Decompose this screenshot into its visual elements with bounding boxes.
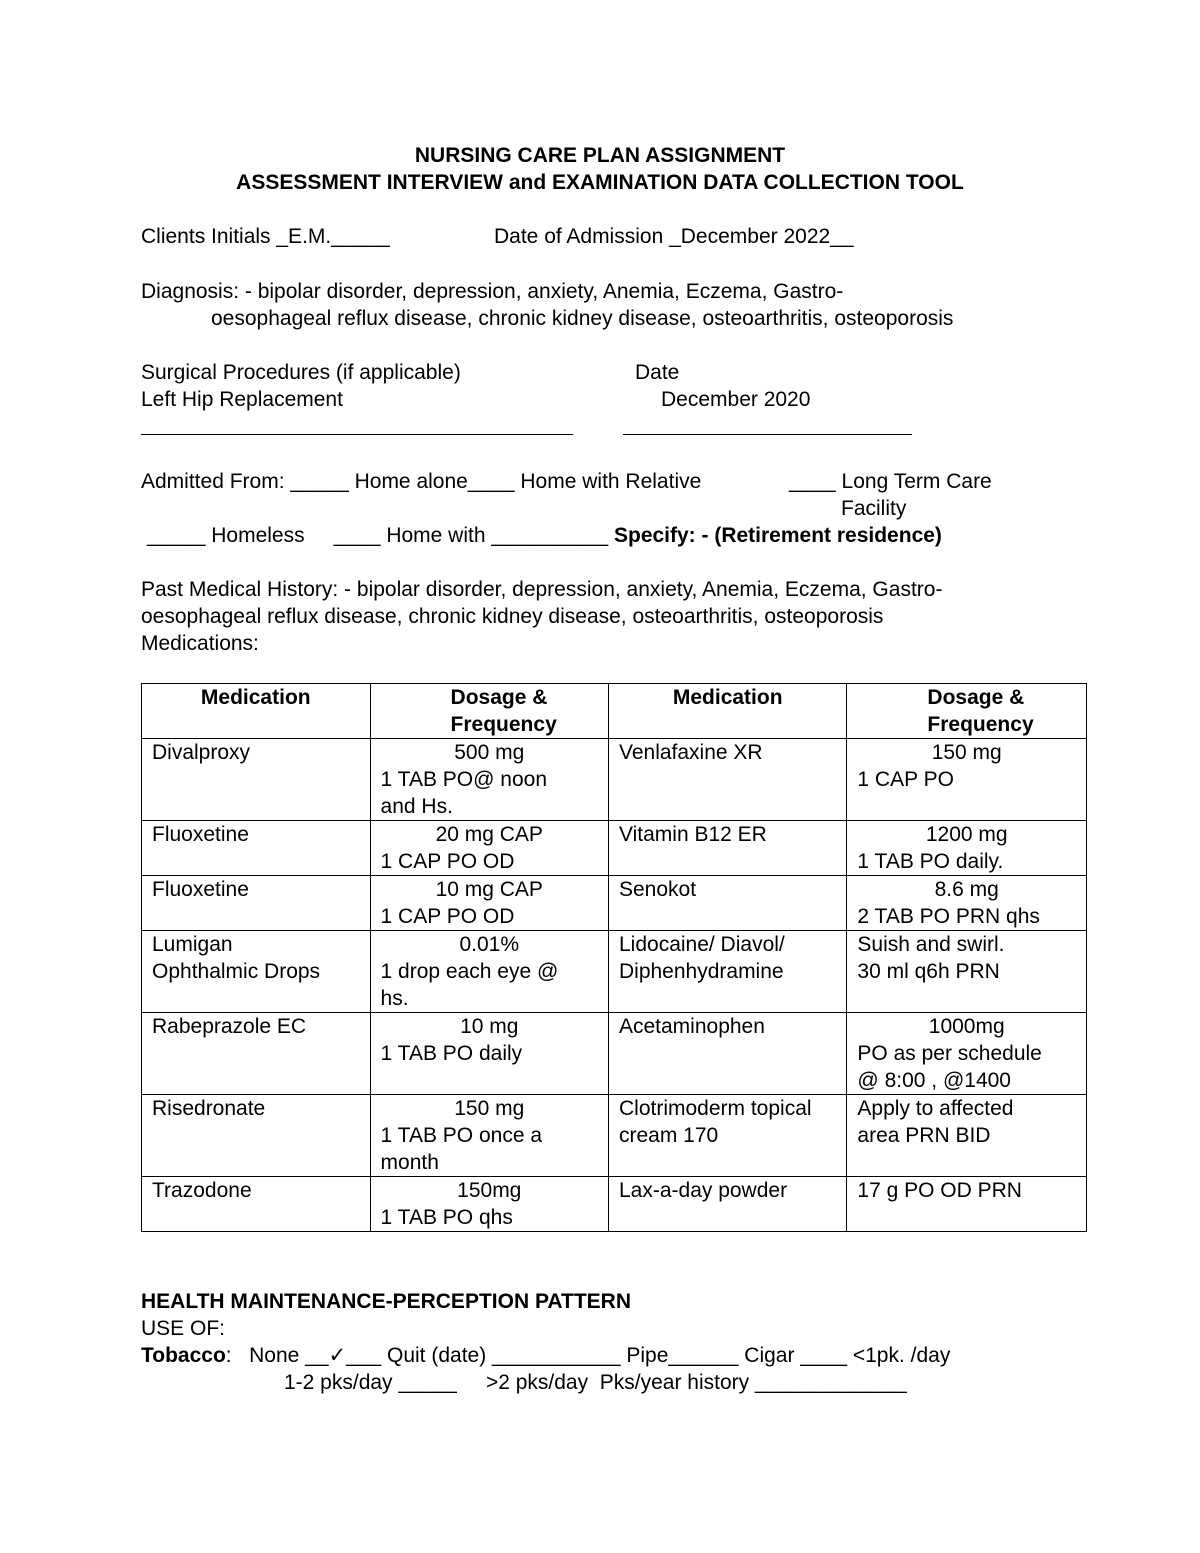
medication-name: Lumigan <box>152 933 233 956</box>
header-label: Frequency <box>450 713 557 736</box>
history-line-1: Past Medical History: - bipolar disorder, depression, anxiety, Anemia, Eczema, Gastro- <box>141 578 943 601</box>
dosage-cell <box>847 739 1087 821</box>
medication-cell: Divalproxy <box>142 739 371 821</box>
dose: 17 g PO OD PRN <box>857 1179 1022 1202</box>
dosage-cell <box>847 1177 1087 1232</box>
frequency: 1 CAP PO OD <box>380 905 515 928</box>
medication-name: Diphenhydramine <box>618 960 784 983</box>
dose: Suish and swirl. <box>857 933 1005 956</box>
header-label: Medication <box>200 686 311 709</box>
medication-cell: Fluoxetine <box>142 876 371 931</box>
medication-cell: Lax-a-day powder <box>608 1177 846 1232</box>
dose: 150mg <box>457 1179 522 1202</box>
history-line-2: oesophageal reflux disease, chronic kidney disease, osteoarthritis, osteoporosis <box>141 605 884 628</box>
frequency: and Hs. <box>380 795 453 818</box>
dosage-cell <box>370 739 608 821</box>
dose: Apply to affected <box>857 1097 1014 1120</box>
dosage-cell <box>370 931 608 1013</box>
medications-table <box>141 683 1087 1232</box>
dose: 150 mg <box>931 741 1002 764</box>
date-of-admission: Date of Admission _December 2022__ <box>494 225 854 248</box>
header-label: Frequency <box>927 713 1034 736</box>
frequency: 1 TAB PO daily <box>380 1042 523 1065</box>
tobacco-line-2: 1-2 pks/day _____ >2 pks/day Pks/year history _____________ <box>284 1371 907 1394</box>
admitted-specify: Specify: - (Retirement residence) <box>613 524 942 547</box>
table-row <box>142 1013 1087 1095</box>
table-row <box>142 821 1087 876</box>
header-medication-2 <box>608 684 846 739</box>
header-label: Dosage & <box>927 686 1025 709</box>
tobacco-label: Tobacco <box>141 1344 226 1367</box>
dose: 10 mg <box>460 1015 519 1038</box>
medication-name: Clotrimoderm topical <box>618 1097 812 1120</box>
table-row <box>142 931 1087 1013</box>
admitted-from-line-2 <box>147 522 942 549</box>
dose: 8.6 mg <box>934 878 999 901</box>
medication-cell: Rabeprazole EC <box>142 1013 371 1095</box>
dose: 150 mg <box>454 1097 525 1120</box>
medication-cell: Risedronate <box>142 1095 371 1177</box>
frequency: 30 ml q6h PRN <box>857 960 1000 983</box>
client-initials: Clients Initials _E.M._____ <box>141 225 390 248</box>
dosage-cell <box>847 1013 1087 1095</box>
admitted-homeless-options: _____ Homeless ____ Home with __________ <box>147 524 614 547</box>
dose: 10 mg CAP <box>435 878 543 901</box>
diagnosis-line-1: Diagnosis: - bipolar disorder, depression, anxiety, Anemia, Eczema, Gastro- <box>141 280 844 303</box>
medication-cell: Vitamin B12 ER <box>608 821 846 876</box>
table-row <box>142 739 1087 821</box>
surgical-rule-left <box>141 434 573 435</box>
medication-cell: Venlafaxine XR <box>608 739 846 821</box>
medication-cell <box>142 931 371 1013</box>
frequency: 1 TAB PO once a <box>380 1124 543 1147</box>
admitted-from-line-1: Admitted From: _____ Home alone____ Home with Relative <box>141 470 702 493</box>
frequency: PO as per schedule <box>857 1042 1042 1065</box>
frequency: 1 TAB PO daily. <box>857 850 1004 873</box>
dosage-cell <box>370 1013 608 1095</box>
surgical-rule-right <box>623 434 912 435</box>
health-pattern-heading: HEALTH MAINTENANCE-PERCEPTION PATTERN <box>141 1290 631 1313</box>
frequency: 1 drop each eye @ <box>380 960 559 983</box>
medication-name: Lidocaine/ Diavol/ <box>618 933 785 956</box>
dosage-cell <box>847 821 1087 876</box>
dosage-cell <box>370 876 608 931</box>
frequency: 1 CAP PO <box>857 768 954 791</box>
medication-cell: Acetaminophen <box>608 1013 846 1095</box>
form-subtitle: ASSESSMENT INTERVIEW and EXAMINATION DATA COLLECTION TOOL <box>236 171 964 194</box>
header-label: Medication <box>672 686 783 709</box>
dose: 500 mg <box>454 741 525 764</box>
medication-name: Ophthalmic Drops <box>152 960 321 983</box>
surgical-procedure-date: December 2020 <box>661 388 811 411</box>
dosage-cell <box>847 1095 1087 1177</box>
medication-cell <box>608 1095 846 1177</box>
dose: 1200 mg <box>925 823 1008 846</box>
medication-cell: Fluoxetine <box>142 821 371 876</box>
table-row <box>142 876 1087 931</box>
form-title: NURSING CARE PLAN ASSIGNMENT <box>414 144 786 167</box>
dosage-cell <box>370 1095 608 1177</box>
admitted-facility: Facility <box>841 497 907 520</box>
frequency: area PRN BID <box>857 1124 991 1147</box>
table-header-row <box>142 684 1087 739</box>
surgical-date-label: Date <box>635 361 680 384</box>
frequency: 1 TAB PO qhs <box>380 1206 513 1229</box>
header-dosage-1 <box>370 684 608 739</box>
surgical-procedure: Left Hip Replacement <box>141 388 343 411</box>
dosage-cell <box>370 821 608 876</box>
frequency: 2 TAB PO PRN qhs <box>857 905 1040 928</box>
table-row <box>142 1177 1087 1232</box>
dose: 0.01% <box>459 933 520 956</box>
frequency: month <box>380 1151 439 1174</box>
dosage-cell <box>370 1177 608 1232</box>
frequency: @ 8:00 , @1400 <box>857 1069 1011 1092</box>
medications-label: Medications: <box>141 632 259 655</box>
table-row <box>142 1095 1087 1177</box>
use-of-label: USE OF: <box>141 1317 226 1340</box>
tobacco-line-1 <box>141 1342 950 1369</box>
medication-cell <box>608 931 846 1013</box>
header-medication-1 <box>142 684 371 739</box>
frequency: 1 TAB PO@ noon <box>380 768 548 791</box>
surgical-procedures-label: Surgical Procedures (if applicable) <box>141 361 461 384</box>
tobacco-options: : None __✓___ Quit (date) ___________ Pipe______ Cigar ____ <1pk. /day <box>225 1344 951 1367</box>
medication-name: cream 170 <box>618 1124 719 1147</box>
dose: 20 mg CAP <box>435 823 543 846</box>
dosage-cell <box>847 876 1087 931</box>
header-label: Dosage & <box>450 686 548 709</box>
diagnosis-line-2: oesophageal reflux disease, chronic kidney disease, osteoarthritis, osteoporosis <box>211 307 954 330</box>
medication-cell: Senokot <box>608 876 846 931</box>
frequency: 1 CAP PO OD <box>380 850 515 873</box>
frequency: hs. <box>380 987 409 1010</box>
header-dosage-2 <box>847 684 1087 739</box>
dosage-cell <box>847 931 1087 1013</box>
medication-cell: Trazodone <box>142 1177 371 1232</box>
dose: 1000mg <box>928 1015 1005 1038</box>
admitted-long-term-care: ____ Long Term Care <box>789 470 992 493</box>
